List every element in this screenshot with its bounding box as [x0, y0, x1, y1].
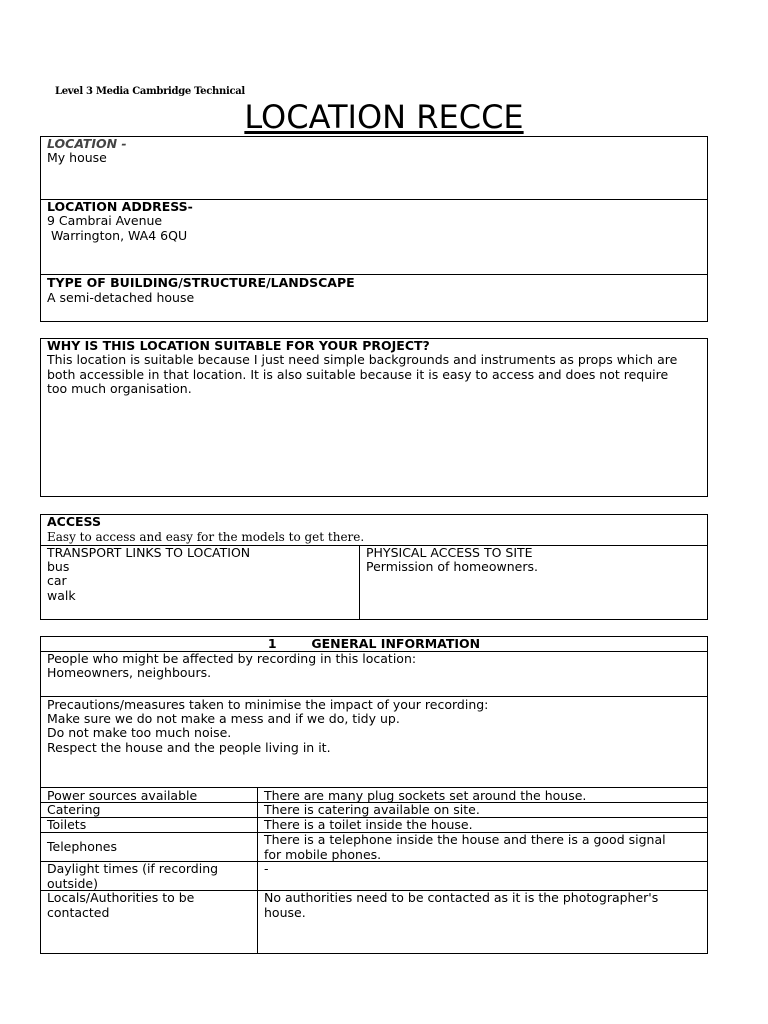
- transport-item: car: [47, 573, 67, 588]
- info-row-value: There is catering available on site.: [264, 802, 480, 817]
- info-row-value: -: [264, 861, 269, 876]
- affected-value: Homeowners, neighbours.: [47, 665, 212, 680]
- info-row-label: Locals/Authorities to be contacted: [47, 890, 195, 920]
- divider: [257, 787, 258, 954]
- address-label: LOCATION ADDRESS-: [47, 199, 193, 214]
- address-line-1: 9 Cambrai Avenue: [47, 213, 163, 228]
- info-row-value: There is a telephone inside the house and there is a good signal for mobile phones.: [264, 832, 666, 862]
- suitability-line: This location is suitable because I just need simple backgrounds and instruments as props which are: [47, 352, 678, 367]
- physical-access-label: PHYSICAL ACCESS TO SITE: [366, 545, 533, 560]
- info-row-value: There is a toilet inside the house.: [264, 817, 473, 832]
- info-row-value: There are many plug sockets set around the house.: [264, 788, 587, 803]
- transport-label: TRANSPORT LINKS TO LOCATION: [47, 545, 251, 560]
- location-value: My house: [47, 150, 107, 165]
- page-title: LOCATION RECCE: [244, 98, 524, 136]
- info-row-label: Toilets: [47, 817, 87, 832]
- info-row-value: No authorities need to be contacted as it is the photographer's house.: [264, 890, 659, 920]
- course-label: Level 3 Media Cambridge Technical: [55, 86, 245, 97]
- building-type-value: A semi-detached house: [47, 290, 195, 305]
- physical-access-value: Permission of homeowners.: [366, 559, 538, 574]
- building-type-label: TYPE OF BUILDING/STRUCTURE/LANDSCAPE: [47, 275, 355, 290]
- info-row-label: Daylight times (if recording outside): [47, 861, 219, 891]
- transport-item: bus: [47, 559, 70, 574]
- info-row-label: Power sources available: [47, 788, 198, 803]
- info-row-label: Catering: [47, 802, 101, 817]
- address-line-2: Warrington, WA4 6QU: [47, 228, 188, 243]
- affected-label: People who might be affected by recording in this location:: [47, 651, 417, 666]
- suitability-label: WHY IS THIS LOCATION SUITABLE FOR YOUR PROJECT?: [47, 338, 430, 353]
- precaution-item: Make sure we do not make a mess and if we do, tidy up.: [47, 711, 400, 726]
- precaution-item: Respect the house and the people living in it.: [47, 740, 331, 755]
- location-label: LOCATION -: [47, 136, 127, 151]
- divider: [359, 545, 360, 620]
- transport-item: walk: [47, 588, 76, 603]
- general-info-title: 1 GENERAL INFORMATION: [267, 636, 481, 651]
- access-label: ACCESS: [47, 514, 102, 529]
- precaution-item: Do not make too much noise.: [47, 725, 232, 740]
- info-row-label: Telephones: [47, 839, 117, 854]
- suitability-line: both accessible in that location. It is also suitable because it is easy to access and does not require: [47, 367, 669, 382]
- suitability-line: too much organisation.: [47, 381, 192, 396]
- precautions-label: Precautions/measures taken to minimise the impact of your recording:: [47, 697, 489, 712]
- access-value: Easy to access and easy for the models to get there.: [47, 530, 365, 544]
